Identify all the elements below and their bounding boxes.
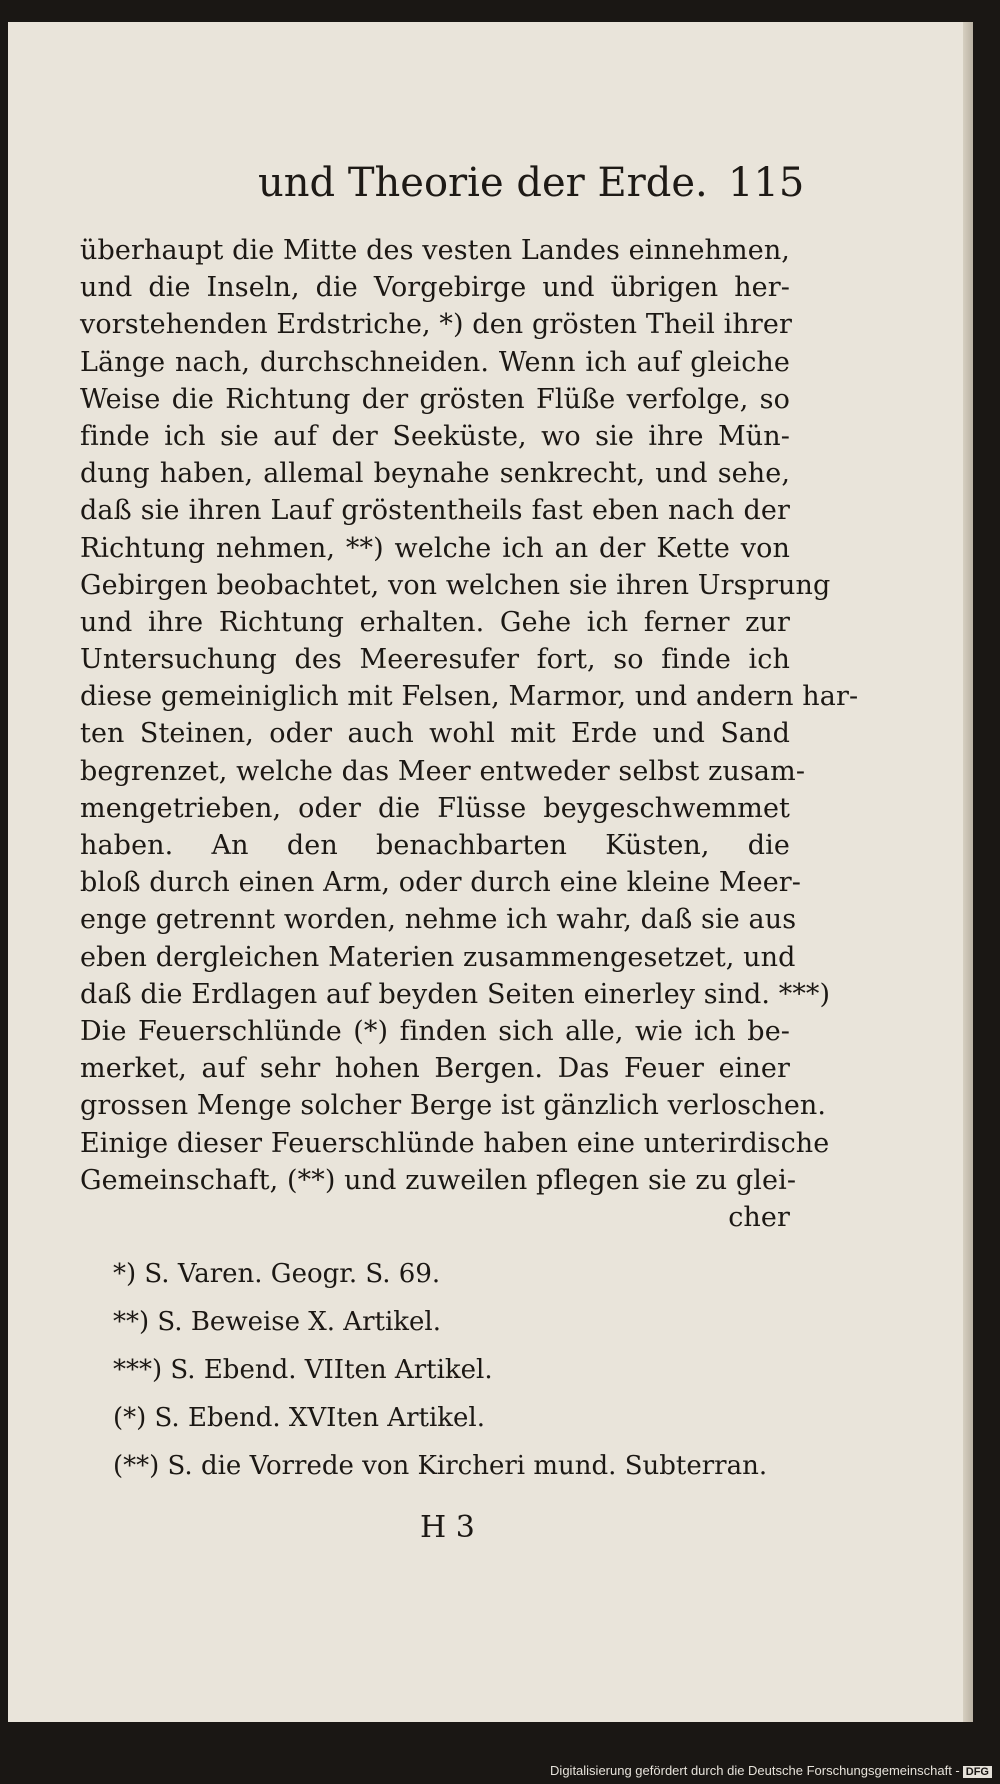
- text-line: vorstehenden Erdstriche, *) den grösten Theil ihrer: [80, 309, 792, 341]
- text-line: überhaupt die Mitte des vesten Landes einnehmen,: [80, 235, 790, 266]
- text-line: begrenzet, welche das Meer entweder selbst zusam-: [80, 755, 806, 787]
- text-line: enge getrennt worden, nehme ich wahr, daß sie aus: [80, 904, 797, 936]
- body-text: [80, 232, 859, 1236]
- running-head: und Theorie der Erde.: [258, 160, 708, 206]
- footnote: (**) S. die Vorrede von Kircheri mund. Subterran.: [113, 1451, 768, 1481]
- footnote: (*) S. Ebend. XVIten Artikel.: [113, 1403, 485, 1433]
- dfg-badge: DFG: [963, 1766, 992, 1778]
- text-line: daß sie ihren Lauf gröstentheils fast eben nach der: [80, 495, 790, 527]
- text-line: Die Feuerschlünde (*) finden sich alle, wie ich be-: [80, 1015, 790, 1047]
- text-line: Länge nach, durchschneiden. Wenn ich auf gleiche: [80, 346, 790, 378]
- text-line: mengetrieben, oder die Flüsse beygeschwemmet: [80, 792, 790, 824]
- book-page: [8, 22, 966, 1722]
- footnote: **) S. Beweise X. Artikel.: [113, 1307, 441, 1337]
- text-line: und ihre Richtung erhalten. Gehe ich ferner zur: [80, 606, 790, 638]
- footnote: ***) S. Ebend. VIIten Artikel.: [113, 1355, 493, 1385]
- text-line: dung haben, allemal beynahe senkrecht, und sehe,: [80, 458, 790, 490]
- text-line: diese gemeiniglich mit Felsen, Marmor, und andern har-: [80, 681, 859, 713]
- text-line: eben dergleichen Materien zusammengesetzet, und: [80, 941, 796, 973]
- text-line: merket, auf sehr hohen Bergen. Das Feuer einer: [80, 1053, 790, 1085]
- text-line: Untersuchung des Meeresufer fort, so finde ich: [80, 644, 790, 676]
- page-header: [8, 142, 963, 212]
- page-number: 115: [728, 160, 805, 206]
- text-line: Gebirgen beobachtet, von welchen sie ihren Ursprung: [80, 569, 831, 601]
- footnote: *) S. Varen. Geogr. S. 69.: [113, 1259, 441, 1289]
- text-line: Richtung nehmen, **) welche ich an der Kette von: [80, 532, 790, 564]
- text-line: grossen Menge solcher Berge ist gänzlich verloschen.: [80, 1090, 827, 1122]
- text-line: bloß durch einen Arm, oder durch eine kleine Meer-: [80, 867, 802, 899]
- text-line: cher: [728, 1201, 790, 1233]
- digitization-credit: [550, 1763, 992, 1778]
- text-line: haben. An den benachbarten Küsten, die: [80, 830, 790, 861]
- credit-text: Digitalisierung gefördert durch die Deutsche Forschungsgemeinschaft -: [550, 1763, 960, 1778]
- text-line: Weise die Richtung der grösten Flüße verfolge, so: [80, 383, 790, 415]
- footnotes: [113, 1250, 768, 1490]
- text-line: finde ich sie auf der Seeküste, wo sie ihre Mün-: [80, 420, 790, 452]
- text-line: Einige dieser Feuerschlünde haben eine unterirdische: [80, 1127, 830, 1159]
- signature-mark: H 3: [420, 1510, 475, 1545]
- page-edge: [963, 22, 973, 1722]
- text-line: ten Steinen, oder auch wohl mit Erde und Sand: [80, 718, 790, 750]
- text-line: daß die Erdlagen auf beyden Seiten einerley sind. ***): [80, 978, 831, 1010]
- text-line: Gemeinschaft, (**) und zuweilen pflegen sie zu glei-: [80, 1164, 797, 1196]
- text-line: und die Inseln, die Vorgebirge und übrigen her-: [80, 272, 790, 304]
